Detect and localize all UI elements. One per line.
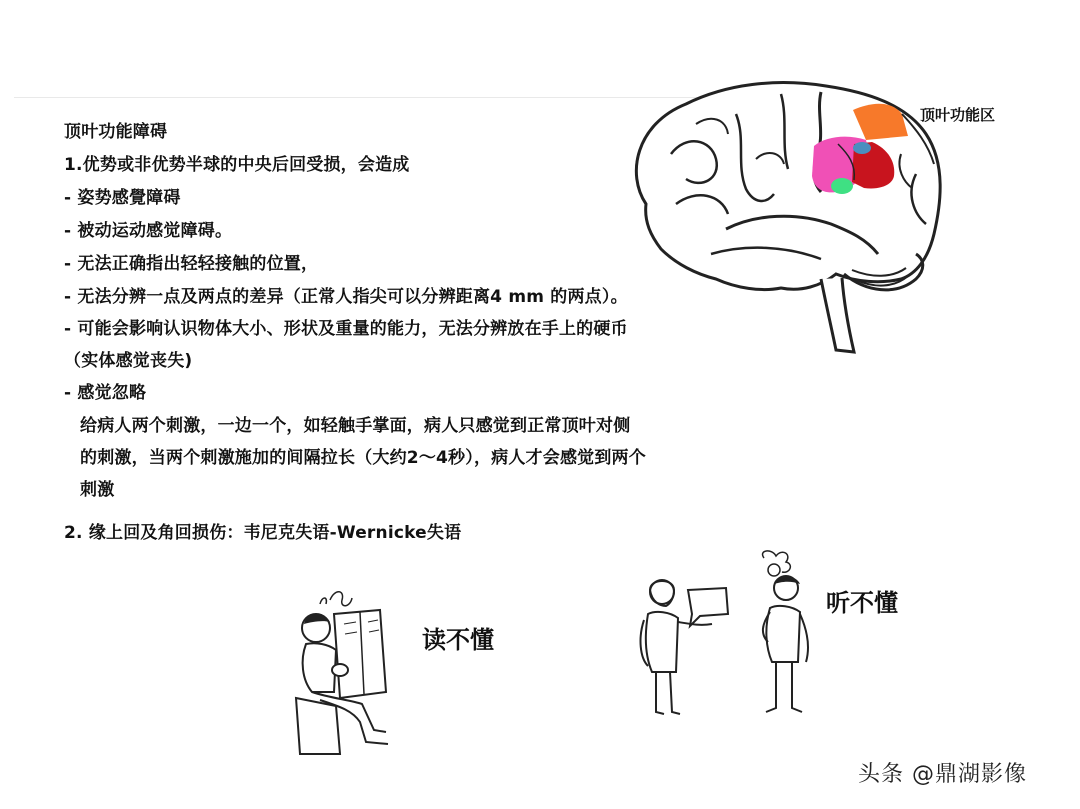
neglect-line: 刺激 [80,480,115,500]
list-item: - 无法分辨一点及两点的差异（正常人指尖可以分辨距离4 mm 的两点）。 [64,287,628,307]
list-item: - 感觉忽略 [64,383,147,403]
top-divider [14,97,714,98]
watermark: 头条 @鼎湖影像 [858,762,1027,787]
point-2: 2. 缘上回及角回损伤：韦尼克失语-Wernicke失语 [64,523,462,543]
list-item: - 无法正确指出轻轻接触的位置， [64,254,319,274]
point-1: 1.优势或非优势半球的中央后回受损，会造成 [64,155,410,175]
listening-people-illustration [630,548,830,723]
reading-caption: 读不懂 [422,626,494,654]
listening-caption: 听不懂 [826,589,898,617]
list-item: - 被动运动感觉障碍。 [64,221,233,241]
reading-person-illustration [290,580,410,760]
brain-illustration [616,64,956,356]
brain-label: 顶叶功能区 [920,106,996,124]
section-title: 顶叶功能障碍 [64,122,168,142]
list-item: - 可能会影响认识物体大小、形状及重量的能力，无法分辨放在手上的硬币 [64,319,628,339]
area-green [831,178,853,194]
list-item: - 姿势感覺障碍 [64,188,181,208]
neglect-line: 给病人两个刺激，一边一个，如轻触手掌面，病人只感觉到正常顶叶对侧 [80,416,631,436]
area-blue [853,142,871,154]
neglect-line: 的刺激，当两个刺激施加的间隔拉长（大约2～4秒），病人才会感觉到两个 [80,448,646,468]
list-item: （实体感觉丧失) [64,351,193,371]
